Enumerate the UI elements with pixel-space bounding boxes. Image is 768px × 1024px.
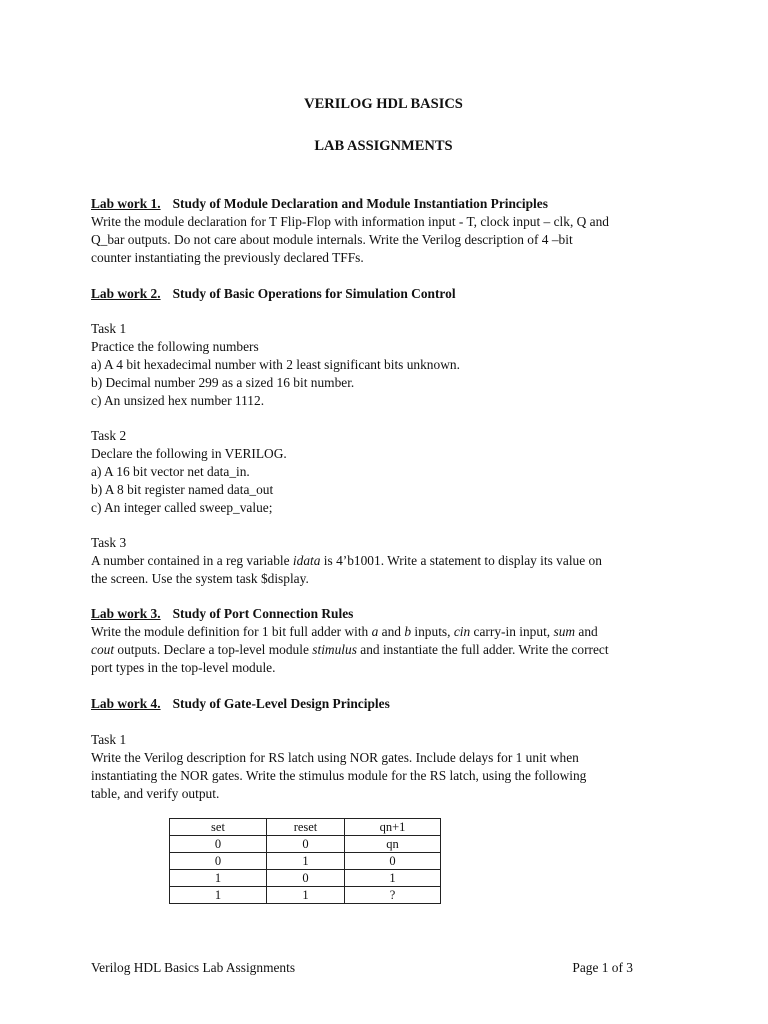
text-run: carry-in input, bbox=[470, 624, 554, 639]
table-header-row bbox=[170, 819, 441, 836]
variable-name: stimulus bbox=[312, 642, 357, 657]
table-cell: qn bbox=[345, 836, 441, 853]
lab2-heading bbox=[91, 285, 686, 303]
table-cell: 1 bbox=[267, 887, 345, 904]
table-header-cell: reset bbox=[267, 819, 345, 836]
table-header-cell: qn+1 bbox=[345, 819, 441, 836]
text-run: outputs. Declare a top-level module bbox=[114, 642, 313, 657]
document-title: VERILOG HDL BASICS bbox=[304, 96, 463, 112]
lab4-heading bbox=[91, 695, 686, 713]
table-cell: 0 bbox=[345, 853, 441, 870]
text-run: A number contained in a reg variable bbox=[91, 553, 293, 568]
lab2-section bbox=[91, 285, 686, 303]
task-line bbox=[91, 552, 686, 570]
lab4-label: Lab work 4. bbox=[91, 696, 161, 711]
lab3-text-line bbox=[91, 641, 686, 659]
table-cell: 0 bbox=[170, 853, 267, 870]
lab2-label: Lab work 2. bbox=[91, 286, 161, 301]
rs-latch-truth-table bbox=[169, 818, 441, 904]
table-cell: ? bbox=[345, 887, 441, 904]
task-line: Declare the following in VERILOG. bbox=[91, 446, 287, 461]
task-title: Task 1 bbox=[91, 732, 127, 747]
task-line: a) A 4 bit hexadecimal number with 2 least significant bits unknown. bbox=[91, 357, 460, 372]
lab3-text-line bbox=[91, 623, 686, 641]
task-title: Task 3 bbox=[91, 535, 127, 550]
task-line: Write the Verilog description for RS latch using NOR gates. Include delays for 1 unit when bbox=[91, 750, 579, 765]
table-row bbox=[170, 870, 441, 887]
footer-page-number: Page 1 of 3 bbox=[572, 960, 633, 975]
lab2-task2 bbox=[91, 427, 686, 517]
lab2-task3 bbox=[91, 534, 686, 588]
lab1-heading bbox=[91, 195, 686, 213]
table-cell: 1 bbox=[267, 853, 345, 870]
task-line: c) An integer called sweep_value; bbox=[91, 500, 273, 515]
task-title: Task 1 bbox=[91, 321, 127, 336]
lab3-label: Lab work 3. bbox=[91, 606, 161, 621]
lab1-text-line: counter instantiating the previously declared TFFs. bbox=[91, 250, 364, 265]
task-line: instantiating the NOR gates. Write the stimulus module for the RS latch, using the following bbox=[91, 768, 587, 783]
task-line: Practice the following numbers bbox=[91, 339, 259, 354]
variable-name: b bbox=[404, 624, 412, 639]
table-cell: 0 bbox=[267, 836, 345, 853]
text-run: is 4’b1001. Write a statement to display its value on bbox=[320, 553, 602, 568]
variable-name: idata bbox=[292, 553, 321, 568]
variable-name: cin bbox=[453, 624, 471, 639]
table-row bbox=[170, 853, 441, 870]
task-title: Task 2 bbox=[91, 428, 127, 443]
task-line: b) Decimal number 299 as a sized 16 bit number. bbox=[91, 375, 355, 390]
table-cell: 1 bbox=[170, 887, 267, 904]
lab1-title: Study of Module Declaration and Module Instantiation Principles bbox=[172, 196, 548, 211]
text-run: inputs, bbox=[411, 624, 454, 639]
table-cell: 1 bbox=[345, 870, 441, 887]
lab3-heading bbox=[91, 605, 686, 623]
lab1-text-line: Q_bar outputs. Do not care about module internals. Write the Verilog description of 4 –bit bbox=[91, 232, 573, 247]
lab2-title: Study of Basic Operations for Simulation Control bbox=[172, 286, 456, 301]
lab3-text-line: port types in the top-level module. bbox=[91, 660, 276, 675]
table-row bbox=[170, 836, 441, 853]
document-subtitle: LAB ASSIGNMENTS bbox=[314, 138, 453, 154]
text-run: and bbox=[575, 624, 598, 639]
variable-name: cout bbox=[91, 642, 115, 657]
variable-name: a bbox=[371, 624, 379, 639]
text-run: and bbox=[378, 624, 405, 639]
lab4-task1 bbox=[91, 731, 686, 803]
footer-document-name: Verilog HDL Basics Lab Assignments bbox=[91, 960, 296, 975]
text-run: and instantiate the full adder. Write the correct bbox=[356, 642, 609, 657]
lab2-task1 bbox=[91, 320, 686, 410]
table-cell: 0 bbox=[267, 870, 345, 887]
lab3-section bbox=[91, 605, 686, 677]
page-footer bbox=[91, 959, 633, 977]
text-run: Write the module definition for 1 bit full adder with bbox=[91, 624, 372, 639]
lab4-section bbox=[91, 695, 686, 713]
task-line: a) A 16 bit vector net data_in. bbox=[91, 464, 250, 479]
task-line: b) A 8 bit register named data_out bbox=[91, 482, 274, 497]
lab3-title: Study of Port Connection Rules bbox=[172, 606, 354, 621]
table-cell: 0 bbox=[170, 836, 267, 853]
lab1-section bbox=[91, 195, 686, 267]
lab4-title: Study of Gate-Level Design Principles bbox=[172, 696, 390, 711]
task-line: the screen. Use the system task $display. bbox=[91, 571, 309, 586]
lab1-label: Lab work 1. bbox=[91, 196, 161, 211]
table-header-cell: set bbox=[170, 819, 267, 836]
lab1-text-line: Write the module declaration for T Flip-Flop with information input - T, clock input – clk, Q and bbox=[91, 214, 610, 229]
table-row bbox=[170, 887, 441, 904]
table-cell: 1 bbox=[170, 870, 267, 887]
task-line: table, and verify output. bbox=[91, 786, 220, 801]
variable-name: sum bbox=[553, 624, 576, 639]
task-line: c) An unsized hex number 1112. bbox=[91, 393, 265, 408]
